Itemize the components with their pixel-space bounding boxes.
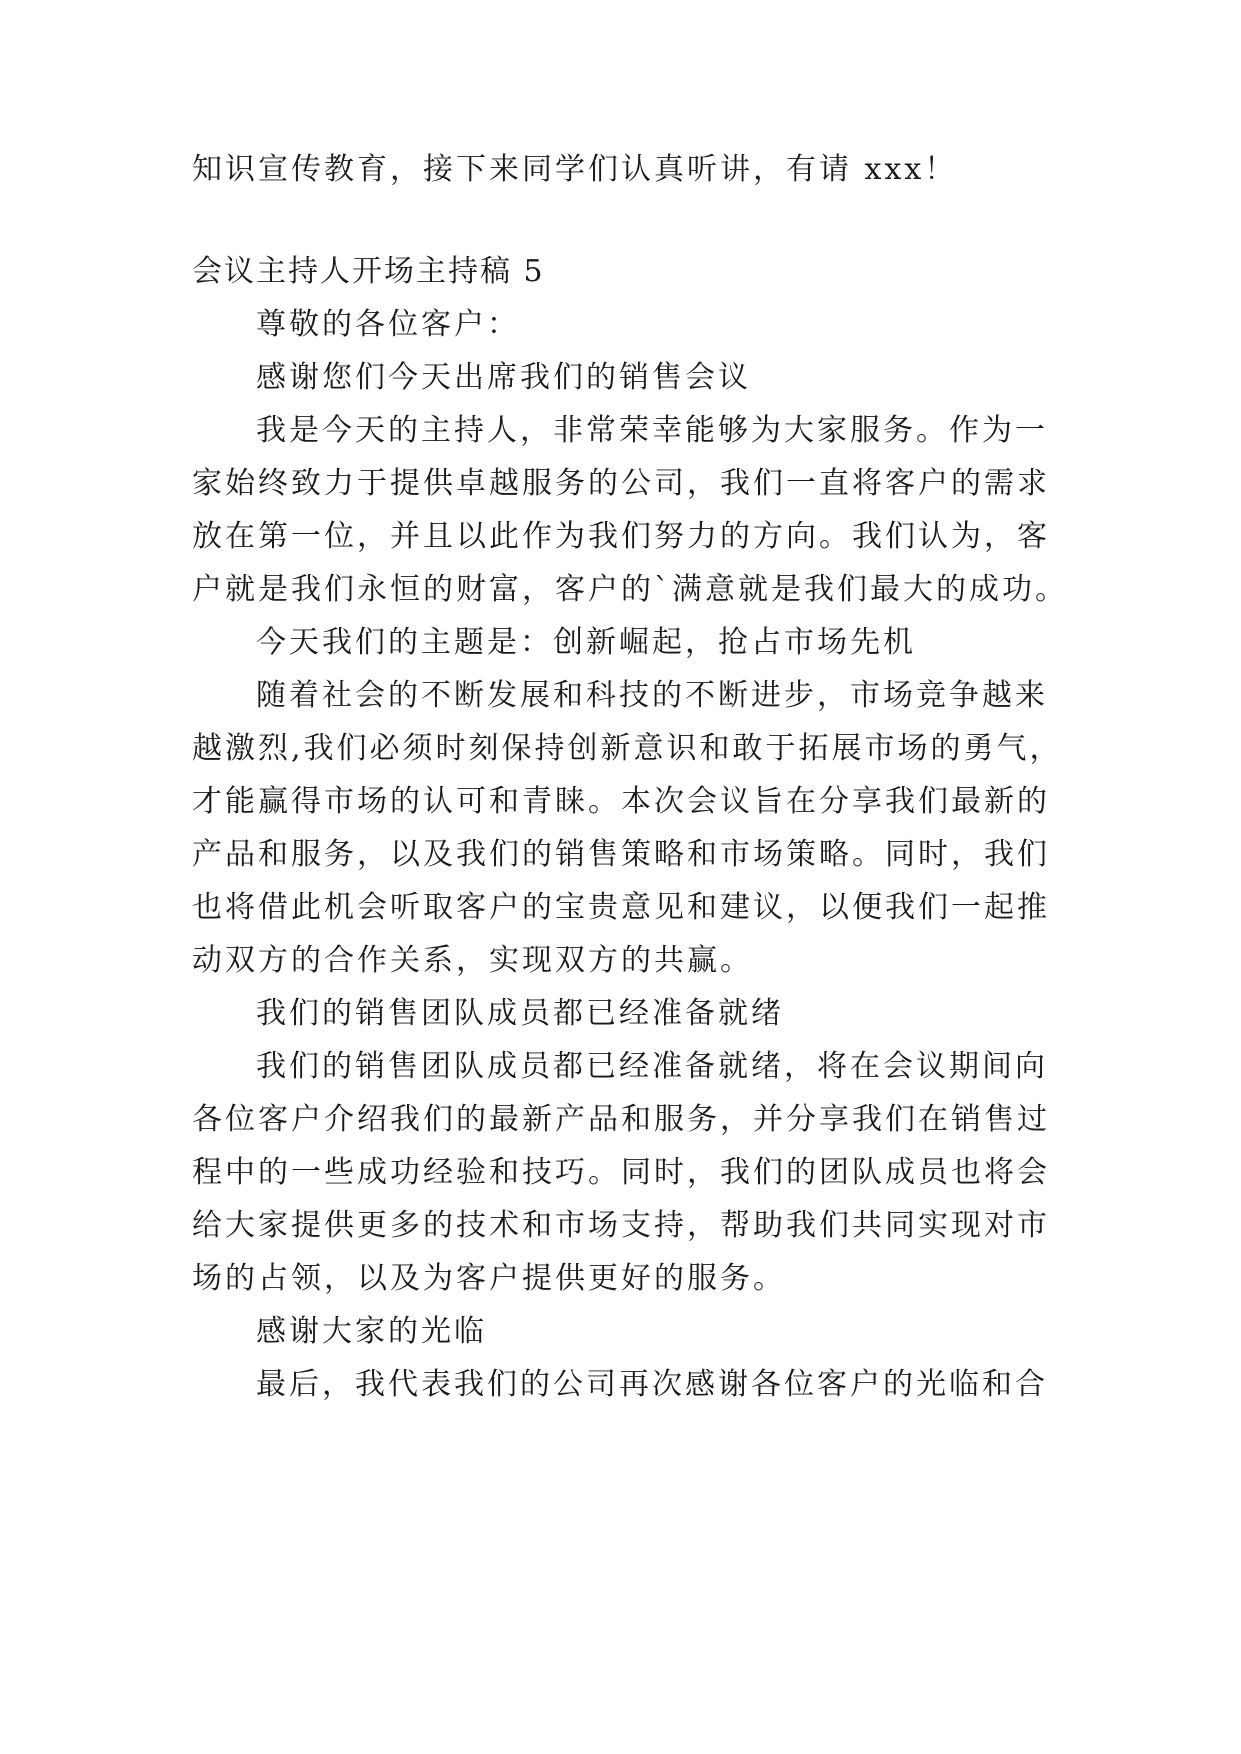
paragraph-line: 随着社会的不断发展和科技的不断进步，市场竞争越来	[256, 678, 1048, 713]
paragraph-line: 越激烈,我们必须时刻保持创新意识和敢于拓展市场的勇气，	[192, 731, 1063, 766]
paragraph-line: 才能赢得市场的认可和青睐。本次会议旨在分享我们最新的	[192, 784, 1050, 819]
subheading: 今天我们的主题是：创新崛起，抢占市场先机	[256, 625, 916, 660]
subheading: 感谢您们今天出席我们的销售会议	[256, 360, 751, 395]
paragraph-line: 户就是我们永恒的财富，客户的`满意就是我们最大的成功。	[192, 572, 1068, 607]
subheading: 感谢大家的光临	[256, 1314, 487, 1349]
paragraph-line: 我们的销售团队成员都已经准备就绪，将在会议期间向	[256, 1049, 1048, 1084]
paragraph-line: 给大家提供更多的技术和市场支持，帮助我们共同实现对市	[192, 1208, 1050, 1243]
body-text-line: 知识宣传教育，接下来同学们认真听讲，有请 xxx！	[192, 152, 958, 187]
paragraph-line: 家始终致力于提供卓越服务的公司，我们一直将客户的需求	[192, 466, 1050, 501]
subheading: 我们的销售团队成员都已经准备就绪	[256, 996, 784, 1031]
paragraph-line: 各位客户介绍我们的最新产品和服务，并分享我们在销售过	[192, 1102, 1050, 1137]
paragraph-line: 动双方的合作关系，实现双方的共赢。	[192, 943, 753, 978]
paragraph-line: 也将借此机会听取客户的宝贵意见和建议，以便我们一起推	[192, 890, 1050, 925]
paragraph-line: 场的占领，以及为客户提供更好的服务。	[192, 1261, 786, 1296]
paragraph-line: 最后，我代表我们的公司再次感谢各位客户的光临和合	[256, 1367, 1048, 1402]
paragraph-line: 放在第一位，并且以此作为我们努力的方向。我们认为，客	[192, 519, 1050, 554]
paragraph-line: 我是今天的主持人，非常荣幸能够为大家服务。作为一	[256, 413, 1048, 448]
paragraph-line: 程中的一些成功经验和技巧。同时，我们的团队成员也将会	[192, 1155, 1050, 1190]
paragraph-line: 产品和服务，以及我们的销售策略和市场策略。同时，我们	[192, 837, 1050, 872]
section-heading: 会议主持人开场主持稿 5	[192, 254, 545, 289]
salutation: 尊敬的各位客户：	[256, 307, 520, 342]
